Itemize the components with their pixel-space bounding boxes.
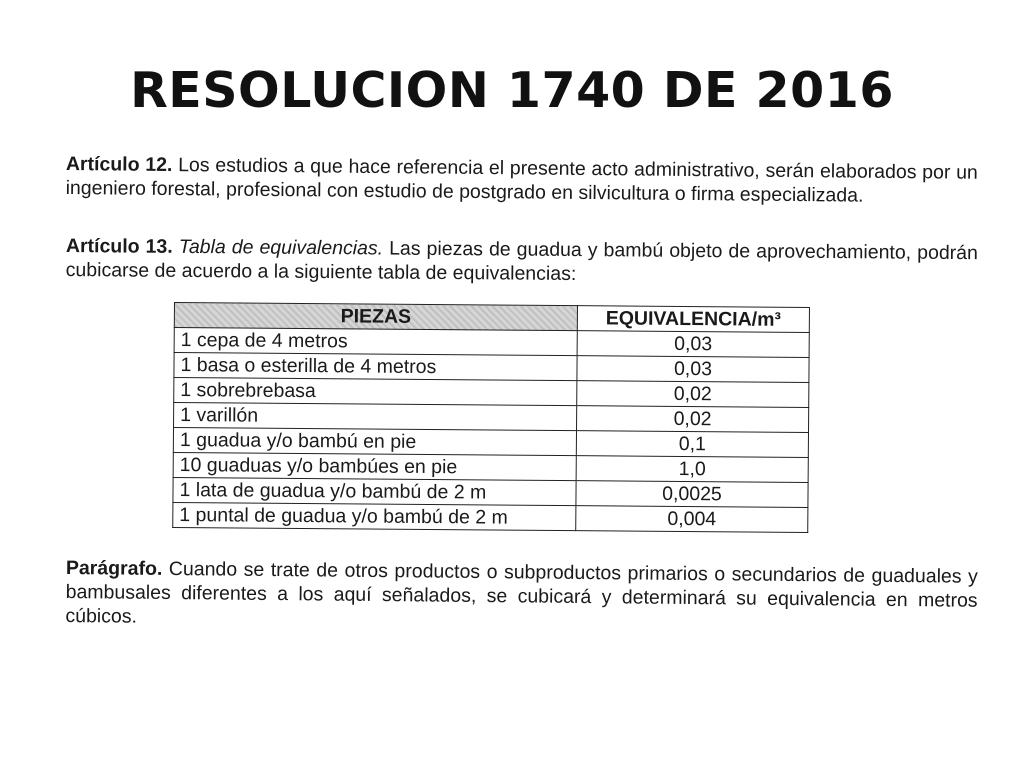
article-13-text: Las piezas de guadua y bambú objeto de aprovechamiento, podrán cubicarse de acuerdo a la siguiente tabla de equivalencias: [65,237,978,286]
equivalence-table [172,302,810,533]
row-piece: 1 guadua y/o bambú en pie [173,428,576,456]
row-value: 0,1 [576,431,808,458]
paragrafo-label: Parágrafo. [65,556,163,580]
row-piece: 1 sobrebrebasa [174,378,577,406]
row-piece: 1 varillón [174,403,577,431]
header-piezas: PIEZAS [174,303,577,331]
paragrafo-text: Cuando se trate de otros productos o subproductos primarios o secundarios de guaduales y bambusales diferentes a los aquí señalados, se cubicará y determinará su equivalencia en metros cúbicos. [65,557,978,628]
article-13-label: Artículo 13. [65,234,173,258]
equivalence-table-wrapper [172,302,810,533]
row-value: 0,02 [577,381,809,408]
row-value: 0,0025 [576,481,808,508]
header-equivalencia: EQUIVALENCIA/m³ [577,306,809,333]
article-13-italic-title: Tabla de equivalencias. [178,235,384,260]
row-piece: 1 basa o esterilla de 4 metros [174,353,577,381]
row-piece: 1 cepa de 4 metros [174,328,577,356]
slide-title: RESOLUCION 1740 DE 2016 [130,62,894,119]
row-piece: 1 lata de guadua y/o bambú de 2 m [173,477,576,505]
row-value: 0,03 [577,331,809,358]
row-piece: 1 puntal de guadua y/o bambú de 2 m [173,502,576,530]
article-13 [66,234,978,289]
row-value: 0,02 [577,406,809,433]
row-value: 0,004 [576,506,808,533]
article-12-label: Artículo 12. [65,152,173,177]
row-value: 0,03 [577,356,809,383]
scanned-document [66,152,978,628]
row-piece: 10 guaduas y/o bambúes en pie [173,452,576,480]
table-row [173,502,808,532]
paragrafo [65,556,978,637]
article-12 [66,152,978,209]
row-value: 1,0 [576,456,808,483]
article-12-text: Los estudios a que hace referencia el presente acto administrativo, serán elaborados por un ingeniero forestal, profesional con estudio de postgrado en silvicultura o firma especializada. [65,154,978,207]
